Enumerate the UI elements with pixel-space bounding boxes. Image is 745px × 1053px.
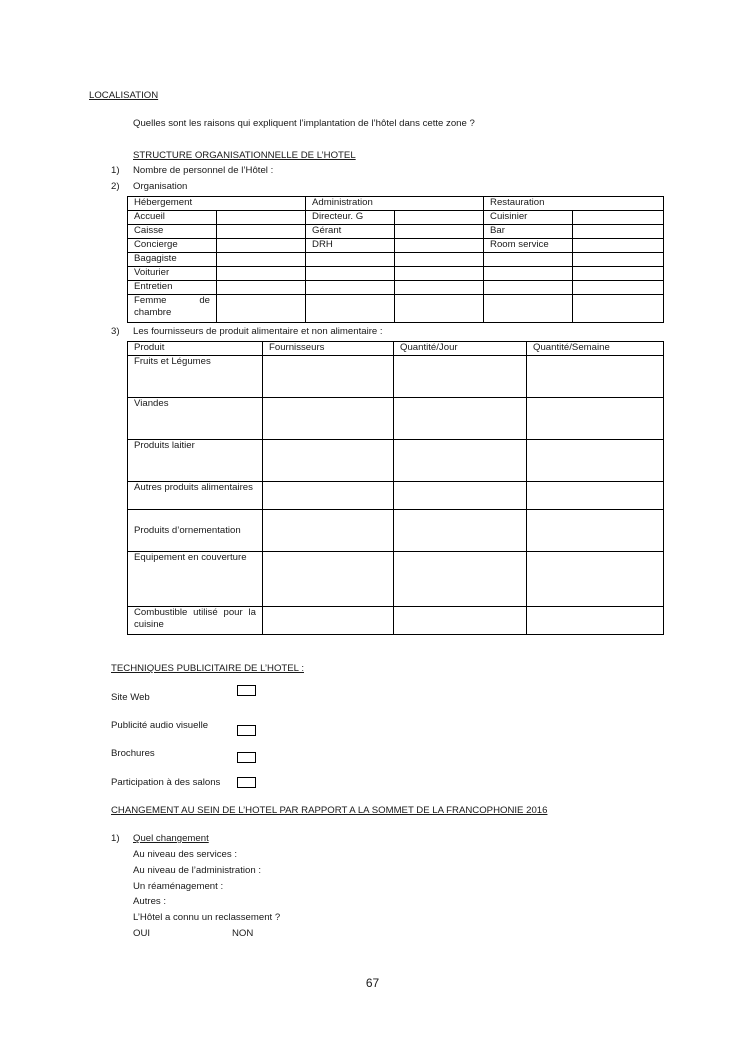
org-cell: Voiturier bbox=[128, 267, 217, 281]
product-cell: Fruits et Légumes bbox=[128, 356, 263, 398]
org-cell-empty bbox=[306, 281, 395, 295]
org-cell-empty bbox=[306, 295, 395, 323]
org-cell-empty bbox=[395, 225, 484, 239]
org-cell: Bagagiste bbox=[128, 253, 217, 267]
header-hebergement: Hébergement bbox=[128, 197, 306, 211]
org-cell-empty bbox=[573, 253, 664, 267]
header-quantite-jour: Quantité/Jour bbox=[394, 342, 527, 356]
org-cell: Gérant bbox=[306, 225, 395, 239]
localisation-question: Quelles sont les raisons qui expliquent l’implantation de l’hôtel dans cette zone ? bbox=[133, 118, 475, 129]
org-cell-empty bbox=[395, 211, 484, 225]
header-administration: Administration bbox=[306, 197, 484, 211]
reclassement-question: L’Hôtel a connu un reclassement ? bbox=[133, 912, 281, 923]
change-line-autres: Autres : bbox=[133, 896, 167, 907]
org-cell-empty bbox=[573, 211, 664, 225]
item-number: 2) bbox=[111, 181, 120, 192]
org-cell-empty bbox=[306, 267, 395, 281]
org-cell-empty bbox=[573, 267, 664, 281]
page-number: 67 bbox=[365, 976, 380, 990]
item-number: 1) bbox=[111, 833, 120, 844]
org-cell-empty bbox=[217, 211, 306, 225]
product-cell: Produits d’ornementation bbox=[128, 510, 263, 552]
org-cell-empty bbox=[217, 225, 306, 239]
structure-heading: STRUCTURE ORGANISATIONNELLE DE L’HOTEL bbox=[133, 150, 356, 161]
org-cell-empty bbox=[484, 267, 573, 281]
header-produit: Produit bbox=[128, 342, 263, 356]
org-cell-empty bbox=[395, 267, 484, 281]
oui-option[interactable]: OUI bbox=[133, 928, 151, 939]
org-cell-empty bbox=[217, 239, 306, 253]
supplier-cell-empty bbox=[263, 356, 394, 398]
site-web-checkbox[interactable] bbox=[237, 685, 256, 696]
org-cell-empty bbox=[573, 225, 664, 239]
org-cell: Concierge bbox=[128, 239, 217, 253]
org-cell-empty bbox=[395, 239, 484, 253]
organisation-label: Organisation bbox=[133, 181, 188, 192]
supplier-cell-empty bbox=[263, 398, 394, 440]
org-cell: Accueil bbox=[128, 211, 217, 225]
salons-checkbox[interactable] bbox=[237, 777, 256, 788]
org-cell-empty bbox=[484, 253, 573, 267]
qty-week-cell-empty bbox=[527, 482, 664, 510]
supplier-cell-empty bbox=[263, 552, 394, 607]
qty-week-cell-empty bbox=[527, 398, 664, 440]
qty-week-cell-empty bbox=[527, 356, 664, 398]
qty-week-cell-empty bbox=[527, 607, 664, 635]
qty-day-cell-empty bbox=[394, 510, 527, 552]
techniques-heading: TECHNIQUES PUBLICITAIRE DE L’HOTEL : bbox=[111, 663, 304, 674]
qty-week-cell-empty bbox=[527, 552, 664, 607]
supplier-cell-empty bbox=[263, 482, 394, 510]
qty-day-cell-empty bbox=[394, 552, 527, 607]
org-cell-empty bbox=[217, 295, 306, 323]
org-cell-empty bbox=[306, 253, 395, 267]
org-cell-empty bbox=[484, 295, 573, 323]
option-brochures-label: Brochures bbox=[111, 748, 155, 759]
supplier-cell-empty bbox=[263, 440, 394, 482]
org-cell: Directeur. G bbox=[306, 211, 395, 225]
supplier-cell-empty bbox=[263, 510, 394, 552]
product-cell: Equipement en couverture bbox=[128, 552, 263, 607]
org-cell-empty bbox=[217, 267, 306, 281]
product-cell: Produits laitier bbox=[128, 440, 263, 482]
org-cell-empty bbox=[395, 253, 484, 267]
org-cell: Entretien bbox=[128, 281, 217, 295]
header-quantite-semaine: Quantité/Semaine bbox=[527, 342, 664, 356]
org-cell: DRH bbox=[306, 239, 395, 253]
org-cell: Room service bbox=[484, 239, 573, 253]
option-site-web-label: Site Web bbox=[111, 692, 150, 703]
org-cell-empty bbox=[217, 253, 306, 267]
organisation-table bbox=[127, 196, 664, 323]
org-cell-empty bbox=[573, 295, 664, 323]
change-line-reamenagement: Un réaménagement : bbox=[133, 881, 224, 892]
item-number: 3) bbox=[111, 326, 120, 337]
qty-day-cell-empty bbox=[394, 482, 527, 510]
qty-day-cell-empty bbox=[394, 440, 527, 482]
qty-day-cell-empty bbox=[394, 398, 527, 440]
org-cell-empty bbox=[217, 281, 306, 295]
item-number: 1) bbox=[111, 165, 120, 176]
option-salons-label: Participation à des salons bbox=[111, 777, 221, 788]
suppliers-table bbox=[127, 341, 664, 635]
org-cell-empty bbox=[573, 281, 664, 295]
org-cell-empty bbox=[573, 239, 664, 253]
product-cell: Viandes bbox=[128, 398, 263, 440]
change-line-administration: Au niveau de l’administration : bbox=[133, 865, 261, 876]
non-option[interactable]: NON bbox=[232, 928, 254, 939]
qty-day-cell-empty bbox=[394, 356, 527, 398]
org-cell: Cuisinier bbox=[484, 211, 573, 225]
change-line-services: Au niveau des services : bbox=[133, 849, 237, 860]
header-restauration: Restauration bbox=[484, 197, 664, 211]
localisation-heading: LOCALISATION bbox=[89, 90, 159, 101]
org-cell-empty bbox=[395, 295, 484, 323]
supplier-cell-empty bbox=[263, 607, 394, 635]
personnel-label: Nombre de personnel de l’Hôtel : bbox=[133, 165, 274, 176]
org-cell-empty bbox=[484, 281, 573, 295]
product-cell: Autres produits alimentaires bbox=[128, 482, 263, 510]
product-cell: Combustible utilisé pour la cuisine bbox=[128, 607, 263, 635]
option-audio-visuelle-label: Publicité audio visuelle bbox=[111, 720, 209, 731]
qty-week-cell-empty bbox=[527, 440, 664, 482]
changement-question: Quel changement bbox=[133, 833, 209, 844]
suppliers-label: Les fournisseurs de produit alimentaire et non alimentaire : bbox=[133, 326, 383, 337]
audio-visuelle-checkbox[interactable] bbox=[237, 725, 256, 736]
brochures-checkbox[interactable] bbox=[237, 752, 256, 763]
org-cell-empty bbox=[395, 281, 484, 295]
qty-week-cell-empty bbox=[527, 510, 664, 552]
header-fournisseurs: Fournisseurs bbox=[263, 342, 394, 356]
org-cell: Femme de chambre bbox=[128, 295, 217, 323]
changement-heading: CHANGEMENT AU SEIN DE L’HOTEL PAR RAPPORT A LA SOMMET DE LA FRANCOPHONIE 2016 bbox=[111, 805, 548, 816]
org-cell: Caisse bbox=[128, 225, 217, 239]
org-cell: Bar bbox=[484, 225, 573, 239]
qty-day-cell-empty bbox=[394, 607, 527, 635]
